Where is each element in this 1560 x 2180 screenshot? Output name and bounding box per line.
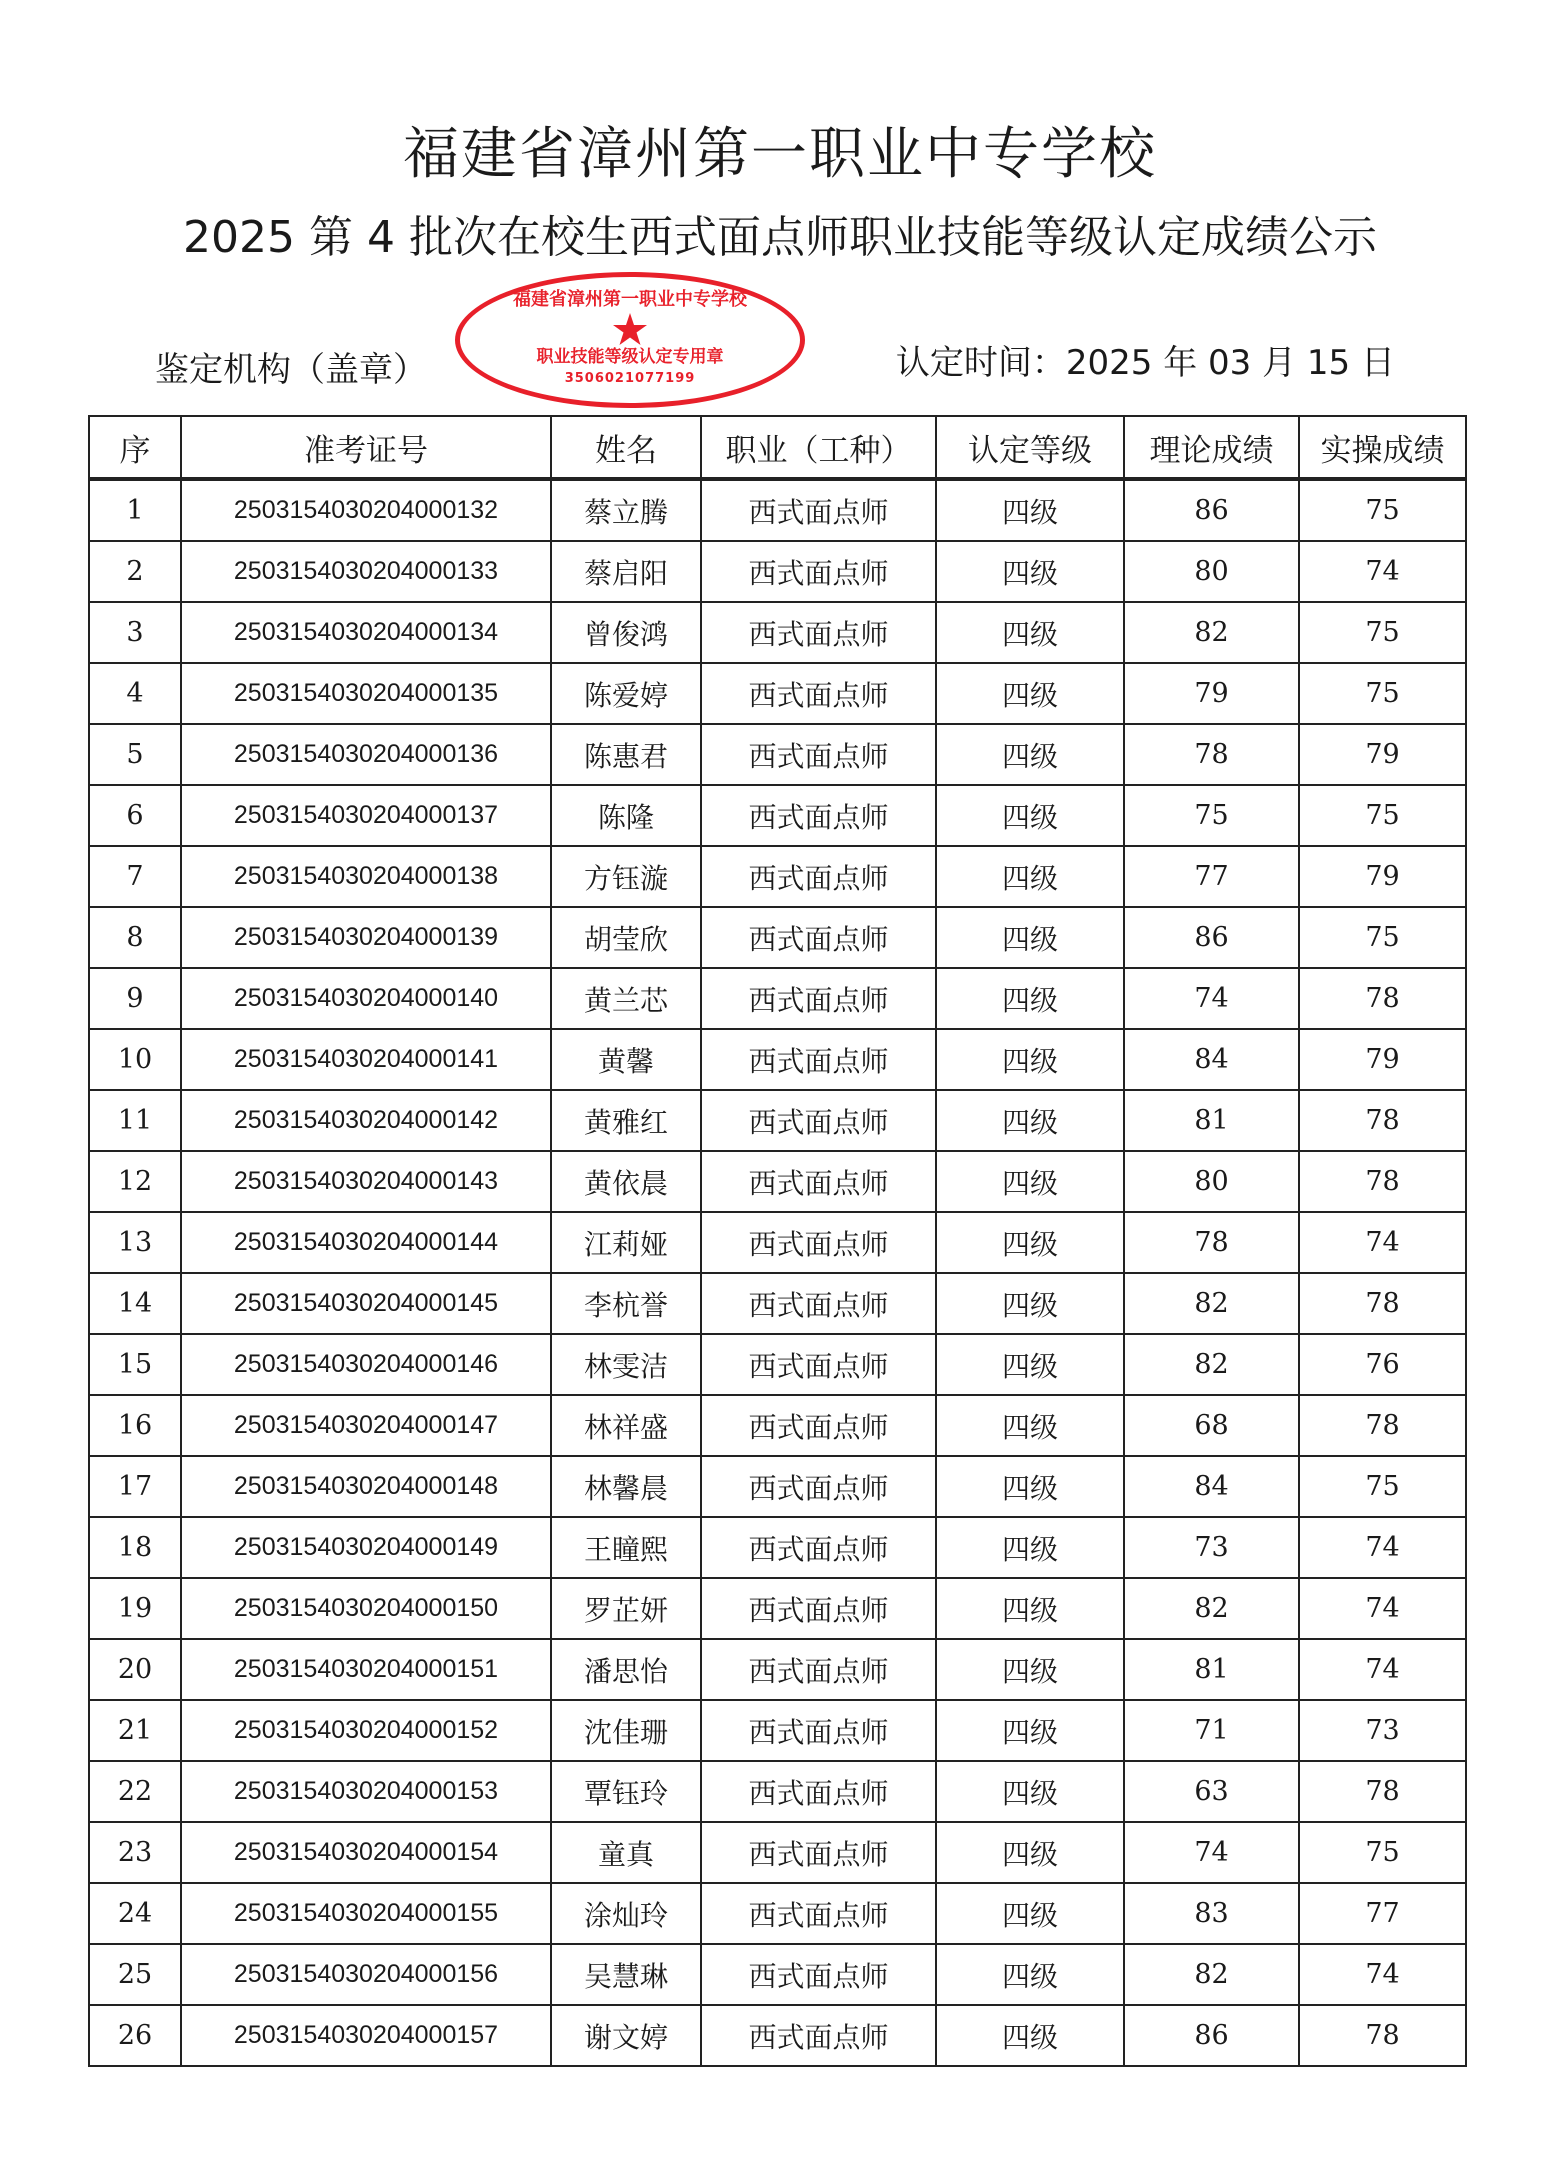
table-row	[89, 1883, 1466, 1944]
cell-theory-score: 82	[1124, 602, 1299, 663]
cell-name: 林祥盛	[551, 1395, 701, 1456]
cell-seq: 23	[89, 1822, 181, 1883]
cell-name: 童真	[551, 1822, 701, 1883]
cell-exam-id: 2503154030204000133	[181, 541, 551, 602]
cell-name: 林馨晨	[551, 1456, 701, 1517]
cell-occupation: 西式面点师	[701, 1395, 936, 1456]
cell-level: 四级	[936, 846, 1124, 907]
column-header-seq: 序	[89, 416, 181, 479]
table-row	[89, 541, 1466, 602]
cell-exam-id: 2503154030204000142	[181, 1090, 551, 1151]
cell-practical-score: 78	[1299, 1273, 1466, 1334]
cell-exam-id: 2503154030204000139	[181, 907, 551, 968]
cell-occupation: 西式面点师	[701, 1761, 936, 1822]
column-header-occupation: 职业（工种）	[701, 416, 936, 479]
table-row	[89, 1700, 1466, 1761]
cell-exam-id: 2503154030204000134	[181, 602, 551, 663]
cell-theory-score: 83	[1124, 1883, 1299, 1944]
cell-theory-score: 79	[1124, 663, 1299, 724]
cell-exam-id: 2503154030204000149	[181, 1517, 551, 1578]
cell-occupation: 西式面点师	[701, 1456, 936, 1517]
cell-exam-id: 2503154030204000132	[181, 479, 551, 541]
column-header-theory-score: 理论成绩	[1124, 416, 1299, 479]
cell-seq: 12	[89, 1151, 181, 1212]
cell-exam-id: 2503154030204000157	[181, 2005, 551, 2066]
cell-exam-id: 2503154030204000148	[181, 1456, 551, 1517]
cell-exam-id: 2503154030204000152	[181, 1700, 551, 1761]
table-row	[89, 1334, 1466, 1395]
cell-occupation: 西式面点师	[701, 907, 936, 968]
cell-theory-score: 86	[1124, 2005, 1299, 2066]
cell-level: 四级	[936, 1761, 1124, 1822]
cell-name: 涂灿玲	[551, 1883, 701, 1944]
cell-seq: 22	[89, 1761, 181, 1822]
cell-occupation: 西式面点师	[701, 724, 936, 785]
cell-level: 四级	[936, 1578, 1124, 1639]
table-row	[89, 1944, 1466, 2005]
cell-name: 方钰漩	[551, 846, 701, 907]
cell-name: 吴慧琳	[551, 1944, 701, 2005]
cell-level: 四级	[936, 1151, 1124, 1212]
cell-level: 四级	[936, 968, 1124, 1029]
appraisal-date: 认定时间：2025 年 03 月 15 日	[895, 343, 1395, 383]
cell-practical-score: 79	[1299, 846, 1466, 907]
cell-name: 陈隆	[551, 785, 701, 846]
cell-seq: 16	[89, 1395, 181, 1456]
cell-exam-id: 2503154030204000145	[181, 1273, 551, 1334]
cell-seq: 24	[89, 1883, 181, 1944]
cell-level: 四级	[936, 1700, 1124, 1761]
cell-occupation: 西式面点师	[701, 1822, 936, 1883]
cell-occupation: 西式面点师	[701, 846, 936, 907]
cell-practical-score: 75	[1299, 1822, 1466, 1883]
cell-level: 四级	[936, 2005, 1124, 2066]
cell-practical-score: 78	[1299, 1090, 1466, 1151]
cell-seq: 26	[89, 2005, 181, 2066]
cell-theory-score: 78	[1124, 724, 1299, 785]
cell-practical-score: 75	[1299, 1456, 1466, 1517]
column-header-level: 认定等级	[936, 416, 1124, 479]
cell-exam-id: 2503154030204000143	[181, 1151, 551, 1212]
table-row	[89, 602, 1466, 663]
school-title: 福建省漳州第一职业中专学校	[403, 122, 1157, 187]
cell-seq: 15	[89, 1334, 181, 1395]
cell-practical-score: 79	[1299, 724, 1466, 785]
cell-exam-id: 2503154030204000135	[181, 663, 551, 724]
cell-exam-id: 2503154030204000136	[181, 724, 551, 785]
cell-level: 四级	[936, 1090, 1124, 1151]
cell-theory-score: 80	[1124, 541, 1299, 602]
cell-level: 四级	[936, 1395, 1124, 1456]
cell-occupation: 西式面点师	[701, 1334, 936, 1395]
cell-name: 黄雅红	[551, 1090, 701, 1151]
cell-name: 谢文婷	[551, 2005, 701, 2066]
cell-name: 蔡立腾	[551, 479, 701, 541]
cell-theory-score: 82	[1124, 1578, 1299, 1639]
results-table	[88, 415, 1467, 2067]
seal-outer-text: 福建省漳州第一职业中专学校	[513, 289, 747, 310]
appraisal-org-label: 鉴定机构（盖章）	[155, 350, 427, 390]
table-row	[89, 785, 1466, 846]
cell-theory-score: 84	[1124, 1029, 1299, 1090]
cell-occupation: 西式面点师	[701, 1151, 936, 1212]
table-row	[89, 724, 1466, 785]
cell-theory-score: 80	[1124, 1151, 1299, 1212]
cell-name: 蔡启阳	[551, 541, 701, 602]
cell-practical-score: 78	[1299, 1151, 1466, 1212]
column-header-practical-score: 实操成绩	[1299, 416, 1466, 479]
cell-name: 江莉娅	[551, 1212, 701, 1273]
cell-exam-id: 2503154030204000151	[181, 1639, 551, 1700]
cell-level: 四级	[936, 1212, 1124, 1273]
star-icon	[613, 313, 647, 345]
cell-level: 四级	[936, 541, 1124, 602]
cell-practical-score: 75	[1299, 479, 1466, 541]
cell-exam-id: 2503154030204000141	[181, 1029, 551, 1090]
cell-practical-score: 76	[1299, 1334, 1466, 1395]
table-row	[89, 2005, 1466, 2066]
cell-practical-score: 74	[1299, 1578, 1466, 1639]
cell-seq: 18	[89, 1517, 181, 1578]
cell-seq: 8	[89, 907, 181, 968]
cell-level: 四级	[936, 1273, 1124, 1334]
cell-occupation: 西式面点师	[701, 1090, 936, 1151]
cell-seq: 25	[89, 1944, 181, 2005]
cell-level: 四级	[936, 907, 1124, 968]
cell-practical-score: 75	[1299, 602, 1466, 663]
cell-level: 四级	[936, 785, 1124, 846]
cell-name: 黄馨	[551, 1029, 701, 1090]
table-row	[89, 1151, 1466, 1212]
cell-occupation: 西式面点师	[701, 1700, 936, 1761]
cell-level: 四级	[936, 1334, 1124, 1395]
seal-inner-text: 职业技能等级认定专用章	[536, 347, 724, 367]
cell-exam-id: 2503154030204000155	[181, 1883, 551, 1944]
cell-name: 李杭誉	[551, 1273, 701, 1334]
cell-exam-id: 2503154030204000154	[181, 1822, 551, 1883]
cell-theory-score: 86	[1124, 479, 1299, 541]
cell-name: 胡莹欣	[551, 907, 701, 968]
table-row	[89, 907, 1466, 968]
table-row	[89, 479, 1466, 541]
cell-theory-score: 82	[1124, 1334, 1299, 1395]
cell-theory-score: 84	[1124, 1456, 1299, 1517]
cell-exam-id: 2503154030204000144	[181, 1212, 551, 1273]
cell-occupation: 西式面点师	[701, 1639, 936, 1700]
cell-seq: 13	[89, 1212, 181, 1273]
cell-name: 覃钰玲	[551, 1761, 701, 1822]
cell-name: 沈佳珊	[551, 1700, 701, 1761]
table-row	[89, 1029, 1466, 1090]
cell-exam-id: 2503154030204000140	[181, 968, 551, 1029]
cell-seq: 17	[89, 1456, 181, 1517]
cell-theory-score: 73	[1124, 1517, 1299, 1578]
cell-practical-score: 74	[1299, 1944, 1466, 2005]
cell-theory-score: 75	[1124, 785, 1299, 846]
cell-occupation: 西式面点师	[701, 1212, 936, 1273]
table-row	[89, 968, 1466, 1029]
cell-practical-score: 75	[1299, 785, 1466, 846]
cell-theory-score: 68	[1124, 1395, 1299, 1456]
cell-level: 四级	[936, 602, 1124, 663]
cell-name: 罗芷妍	[551, 1578, 701, 1639]
cell-occupation: 西式面点师	[701, 2005, 936, 2066]
cell-occupation: 西式面点师	[701, 1578, 936, 1639]
cell-name: 林雯洁	[551, 1334, 701, 1395]
cell-theory-score: 74	[1124, 1822, 1299, 1883]
cell-practical-score: 75	[1299, 663, 1466, 724]
column-header-name: 姓名	[551, 416, 701, 479]
table-row	[89, 1517, 1466, 1578]
cell-name: 陈惠君	[551, 724, 701, 785]
cell-occupation: 西式面点师	[701, 602, 936, 663]
cell-seq: 14	[89, 1273, 181, 1334]
cell-level: 四级	[936, 479, 1124, 541]
seal-code-text: 3506021077199	[564, 371, 696, 386]
cell-seq: 19	[89, 1578, 181, 1639]
cell-name: 王瞳熙	[551, 1517, 701, 1578]
cell-level: 四级	[936, 663, 1124, 724]
cell-seq: 3	[89, 602, 181, 663]
cell-theory-score: 78	[1124, 1212, 1299, 1273]
column-header-exam-id: 准考证号	[181, 416, 551, 479]
cell-seq: 11	[89, 1090, 181, 1151]
cell-exam-id: 2503154030204000137	[181, 785, 551, 846]
table-row	[89, 1761, 1466, 1822]
cell-practical-score: 78	[1299, 1395, 1466, 1456]
cell-occupation: 西式面点师	[701, 1944, 936, 2005]
cell-practical-score: 78	[1299, 1761, 1466, 1822]
cell-occupation: 西式面点师	[701, 663, 936, 724]
cell-practical-score: 73	[1299, 1700, 1466, 1761]
cell-occupation: 西式面点师	[701, 1029, 936, 1090]
official-seal-stamp	[455, 272, 805, 408]
cell-level: 四级	[936, 1029, 1124, 1090]
table-row	[89, 1090, 1466, 1151]
cell-exam-id: 2503154030204000138	[181, 846, 551, 907]
cell-seq: 7	[89, 846, 181, 907]
cell-practical-score: 78	[1299, 2005, 1466, 2066]
table-row	[89, 846, 1466, 907]
cell-exam-id: 2503154030204000156	[181, 1944, 551, 2005]
cell-exam-id: 2503154030204000153	[181, 1761, 551, 1822]
table-row	[89, 1212, 1466, 1273]
cell-theory-score: 82	[1124, 1273, 1299, 1334]
announcement-title: 2025 第 4 批次在校生西式面点师职业技能等级认定成绩公示	[183, 212, 1377, 263]
cell-theory-score: 86	[1124, 907, 1299, 968]
cell-practical-score: 74	[1299, 1212, 1466, 1273]
table-row	[89, 1822, 1466, 1883]
cell-name: 陈爱婷	[551, 663, 701, 724]
table-header-row	[89, 416, 1466, 479]
cell-occupation: 西式面点师	[701, 541, 936, 602]
cell-practical-score: 77	[1299, 1883, 1466, 1944]
cell-level: 四级	[936, 1883, 1124, 1944]
cell-occupation: 西式面点师	[701, 785, 936, 846]
cell-seq: 5	[89, 724, 181, 785]
cell-seq: 9	[89, 968, 181, 1029]
table-row	[89, 1456, 1466, 1517]
cell-level: 四级	[936, 1639, 1124, 1700]
table-row	[89, 663, 1466, 724]
cell-level: 四级	[936, 1517, 1124, 1578]
table-row	[89, 1273, 1466, 1334]
cell-theory-score: 81	[1124, 1639, 1299, 1700]
cell-seq: 4	[89, 663, 181, 724]
cell-practical-score: 79	[1299, 1029, 1466, 1090]
cell-level: 四级	[936, 1456, 1124, 1517]
table-row	[89, 1578, 1466, 1639]
table-row	[89, 1639, 1466, 1700]
cell-name: 潘思怡	[551, 1639, 701, 1700]
cell-theory-score: 77	[1124, 846, 1299, 907]
cell-occupation: 西式面点师	[701, 1517, 936, 1578]
cell-practical-score: 78	[1299, 968, 1466, 1029]
cell-occupation: 西式面点师	[701, 1883, 936, 1944]
cell-exam-id: 2503154030204000150	[181, 1578, 551, 1639]
cell-seq: 2	[89, 541, 181, 602]
cell-exam-id: 2503154030204000146	[181, 1334, 551, 1395]
cell-seq: 1	[89, 479, 181, 541]
cell-occupation: 西式面点师	[701, 479, 936, 541]
table-row	[89, 1395, 1466, 1456]
cell-level: 四级	[936, 724, 1124, 785]
cell-practical-score: 75	[1299, 907, 1466, 968]
cell-occupation: 西式面点师	[701, 1273, 936, 1334]
cell-seq: 6	[89, 785, 181, 846]
cell-name: 曾俊鸿	[551, 602, 701, 663]
cell-name: 黄依晨	[551, 1151, 701, 1212]
cell-theory-score: 82	[1124, 1944, 1299, 2005]
table-body	[89, 479, 1466, 2066]
cell-level: 四级	[936, 1822, 1124, 1883]
cell-seq: 21	[89, 1700, 181, 1761]
cell-name: 黄兰芯	[551, 968, 701, 1029]
cell-theory-score: 74	[1124, 968, 1299, 1029]
cell-practical-score: 74	[1299, 541, 1466, 602]
cell-level: 四级	[936, 1944, 1124, 2005]
cell-seq: 20	[89, 1639, 181, 1700]
cell-theory-score: 71	[1124, 1700, 1299, 1761]
cell-exam-id: 2503154030204000147	[181, 1395, 551, 1456]
cell-theory-score: 81	[1124, 1090, 1299, 1151]
cell-practical-score: 74	[1299, 1517, 1466, 1578]
cell-seq: 10	[89, 1029, 181, 1090]
cell-theory-score: 63	[1124, 1761, 1299, 1822]
cell-practical-score: 74	[1299, 1639, 1466, 1700]
cell-occupation: 西式面点师	[701, 968, 936, 1029]
